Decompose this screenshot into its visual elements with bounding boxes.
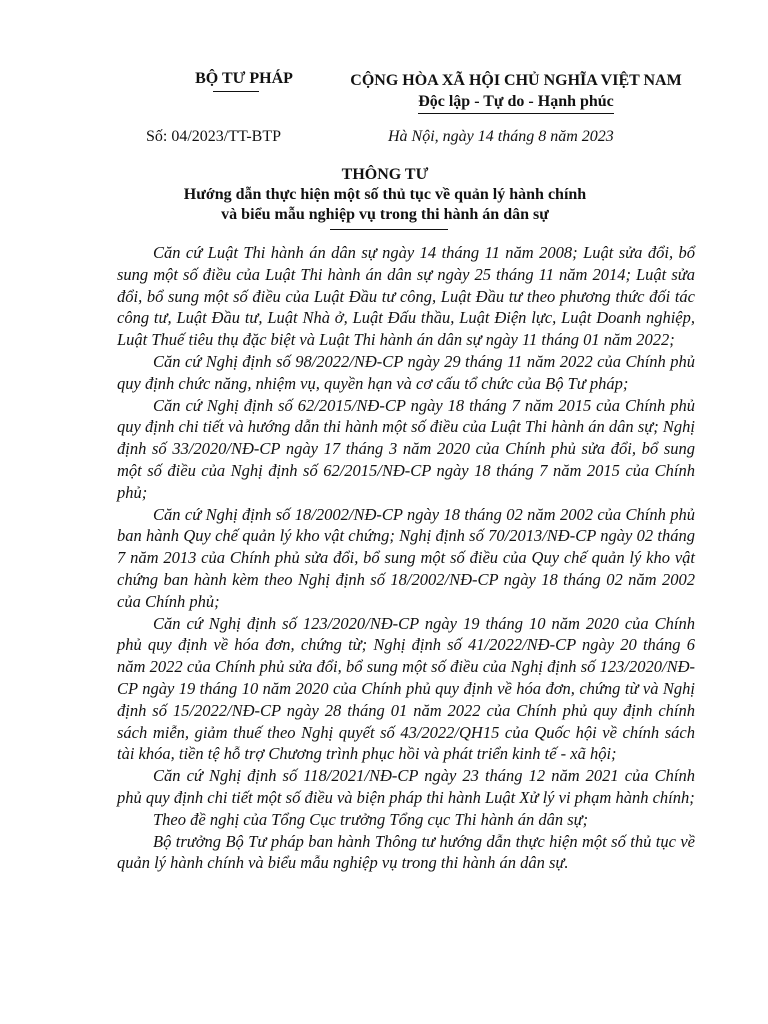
paragraph: Căn cứ Luật Thi hành án dân sự ngày 14 tháng 11 năm 2008; Luật sửa đổi, bổ sung một số điều của Luật Thi hành án dân sự ngày 25 tháng 11 năm 2014; Luật sửa đổi, bổ sung một số điều của Luật Đầu tư công, Luật Đầu tư theo phương thức đối tác công tư, Luật Đầu tư, Luật Nhà ở, Luật Đấu thầu, Luật Điện lực, Luật Doanh nghiệp, Luật Thuế tiêu thụ đặc biệt và Luật Thi hành án dân sự ngày 11 tháng 01 năm 2022;	[117, 243, 695, 350]
paragraph: Căn cứ Nghị định số 123/2020/NĐ-CP ngày 19 tháng 10 năm 2020 của Chính phủ quy định về hóa đơn, chứng từ; Nghị định số 41/2022/NĐ-CP ngày 20 tháng 6 năm 2022 của Chính phủ sửa đổi, bổ sung một số điều của Nghị định số 123/2020/NĐ-CP ngày 19 tháng 10 năm 2020 của Chính phủ quy định về hóa đơn, chứng từ và Nghị định số 15/2022/NĐ-CP ngày 28 tháng 01 năm 2022 của Chính phủ quy định chính sách miễn, giảm thuế theo Nghị quyết số 43/2022/QH15 của Quốc hội về chính sách tài khóa, tiền tệ hỗ trợ Chương trình phục hồi và phát triển kinh tế - xã hội;	[117, 613, 695, 764]
paragraph: Căn cứ Nghị định số 118/2021/NĐ-CP ngày 23 tháng 12 năm 2021 của Chính phủ quy định chi tiết một số điều và biện pháp thi hành Luật Xử lý vi phạm hành chính;	[117, 766, 695, 807]
paragraph: Theo đề nghị của Tổng Cục trưởng Tổng cục Thi hành án dân sự;	[153, 809, 589, 829]
national-motto: Độc lập - Tự do - Hạnh phúc	[418, 91, 614, 114]
nation-name: CỘNG HÒA XÃ HỘI CHỦ NGHĨA VIỆT NAM	[350, 72, 682, 89]
title-line-2: và biểu mẫu nghiệp vụ trong thi hành án dân sự	[221, 206, 549, 223]
place-date: Hà Nội, ngày 14 tháng 8 năm 2023	[388, 128, 614, 145]
paragraph: Căn cứ Nghị định số 98/2022/NĐ-CP ngày 29 tháng 11 năm 2022 của Chính phủ quy định chức năng, nhiệm vụ, quyền hạn và cơ cấu tổ chức của Bộ Tư pháp;	[117, 351, 695, 393]
document-type: THÔNG TƯ	[341, 166, 429, 183]
paragraph: Bộ trưởng Bộ Tư pháp ban hành Thông tư hướng dẫn thực hiện một số thủ tục về quản lý hành chính và biểu mẫu nghiệp vụ trong thi hành án dân sự.	[117, 831, 695, 873]
organization-underline	[213, 91, 259, 92]
issuing-organization: BỘ TƯ PHÁP	[195, 70, 293, 87]
title-underline	[330, 229, 448, 230]
title-line-1: Hướng dẫn thực hiện một số thủ tục về quản lý hành chính	[183, 186, 587, 203]
document-title	[120, 165, 650, 225]
paragraph: Căn cứ Nghị định số 18/2002/NĐ-CP ngày 18 tháng 02 năm 2002 của Chính phủ ban hành Quy chế quản lý kho vật chứng; Nghị định số 70/2013/NĐ-CP ngày 02 tháng 7 năm 2013 của Chính phủ sửa đổi, bổ sung một số điều của Quy chế quản lý kho vật chứng ban hành kèm theo Nghị định số 18/2002/NĐ-CP ngày 18 tháng 02 năm 2002 của Chính phủ;	[117, 504, 695, 611]
preamble	[117, 242, 695, 874]
paragraph: Căn cứ Nghị định số 62/2015/NĐ-CP ngày 18 tháng 7 năm 2015 của Chính phủ quy định chi tiết và hướng dẫn thi hành một số điều của Luật Thi hành án dân sự; Nghị định số 33/2020/NĐ-CP ngày 17 tháng 3 năm 2020 của Chính phủ sửa đổi, bổ sung một số điều của Nghị định số 62/2015/NĐ-CP ngày 18 tháng 7 năm 2015 của Chính phủ;	[117, 395, 695, 502]
national-header	[330, 70, 702, 114]
document-number: Số: 04/2023/TT-BTP	[146, 128, 281, 145]
